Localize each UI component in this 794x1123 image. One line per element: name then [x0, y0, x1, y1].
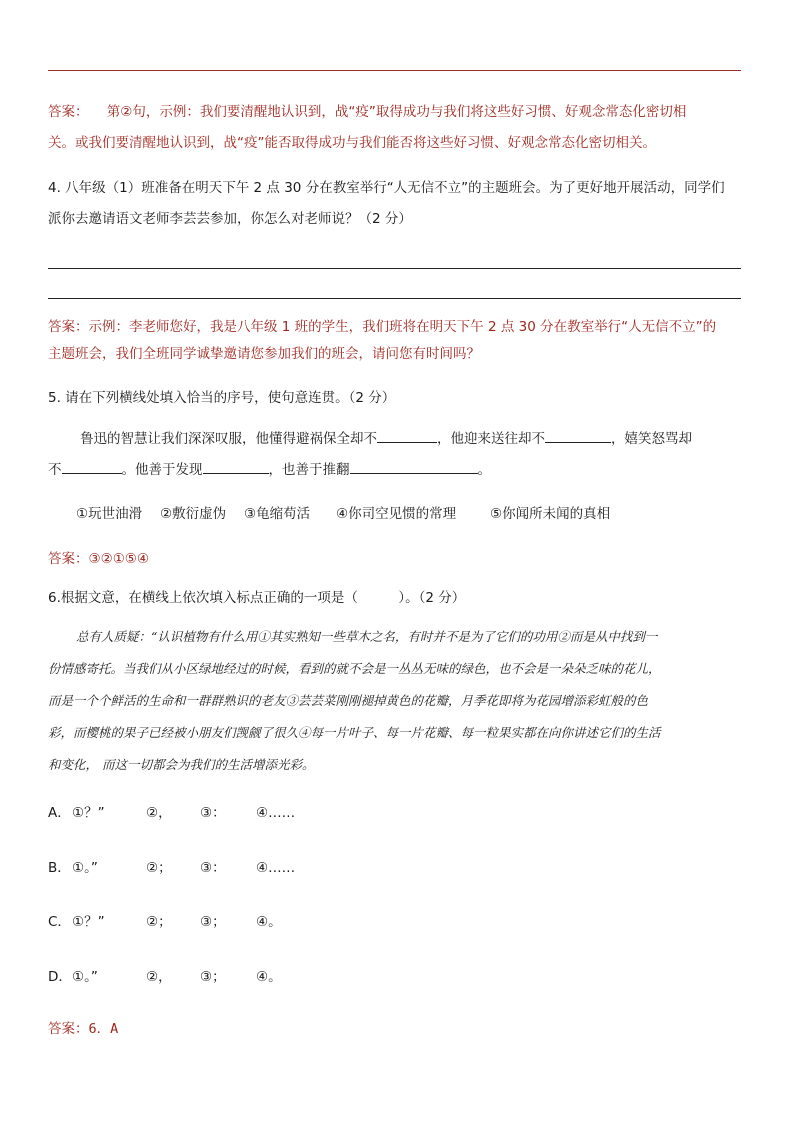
- option-a[interactable]: [48, 801, 295, 821]
- answer-3-line-1: [48, 100, 686, 120]
- sentence-text: 。他善于发现: [121, 462, 203, 478]
- option-choice: ①。”: [72, 969, 98, 985]
- option-choice: ②，: [146, 805, 172, 821]
- option-choice: ①。”: [72, 860, 98, 876]
- option-choice: ③：: [200, 805, 226, 821]
- passage-line-3: 而是一个个鲜活的生命和一群群熟识的老友③芸芸菜刚刚褪掉黄色的花瓣，月季花即将为花园增添彩虹般的色: [48, 693, 649, 708]
- fill-blank-1[interactable]: [377, 428, 437, 443]
- option-letter: B．: [48, 860, 71, 876]
- question-5-option-4: ④你司空见惯的常理: [336, 506, 457, 522]
- answer-label: 答案：: [48, 319, 89, 335]
- question-5-option-1: ①玩世油滑: [76, 506, 143, 522]
- top-divider: [48, 70, 741, 71]
- answer-4-line-2: 主题班会，我们全班同学诚挚邀请您参加我们的班会，请问您有时间吗？: [48, 346, 480, 362]
- option-b[interactable]: [48, 856, 295, 876]
- question-5-option-2: ②敷衍虚伪: [160, 506, 227, 522]
- option-choice: ①？”: [72, 914, 105, 930]
- sentence-text: ，嬉笑怒骂却: [611, 431, 692, 447]
- option-c[interactable]: [48, 910, 282, 930]
- sentence-text: 不: [48, 462, 62, 478]
- fill-blank-4[interactable]: [203, 459, 269, 474]
- question-5-option-3: ③龟缩苟活: [244, 506, 311, 522]
- option-letter: A．: [48, 805, 71, 821]
- answer-line-1: [48, 268, 741, 269]
- option-choice: ①？”: [72, 805, 105, 821]
- option-choice: ④……: [256, 805, 296, 821]
- option-choice: ②，: [146, 969, 172, 985]
- option-choice: ②；: [146, 914, 172, 930]
- passage-line-4: 彩，而樱桃的果子已经被小朋友们觊觎了很久④每一片叶子、每一片花瓣、每一粒果实都在向你讲述它们的生活: [48, 725, 661, 740]
- option-choice: ②；: [146, 860, 172, 876]
- fill-blank-5[interactable]: [350, 459, 478, 474]
- option-choice: ③：: [200, 860, 226, 876]
- answer-label: 答案：: [48, 1021, 89, 1037]
- answer-5: [48, 547, 149, 567]
- passage-line-5: 和变化， 而这一切都会为我们的生活增添光彩。: [48, 757, 315, 772]
- answer-4-line-1: [48, 315, 716, 335]
- sentence-text: 。: [477, 462, 491, 478]
- option-choice: ④……: [256, 860, 296, 876]
- question-5-sentence-2: [48, 458, 491, 478]
- option-choice: ③；: [200, 914, 226, 930]
- answer-3-text-1: 第②句，示例：我们要清醒地认识到，战“疫”取得成功与我们将这些好习惯、好观念常态化密切相: [106, 104, 687, 120]
- answer-6: [48, 1017, 118, 1037]
- option-choice: ④。: [256, 969, 282, 985]
- question-4-line-2: 派你去邀请语文老师李芸芸参加，你怎么对老师说？（2 分）: [48, 211, 412, 227]
- answer-5-text: ③②①⑤④: [88, 551, 150, 567]
- sentence-text: 鲁迅的智慧让我们深深叹服，他懂得避祸保全却不: [80, 431, 377, 447]
- option-letter: C．: [48, 914, 71, 930]
- fill-blank-3[interactable]: [62, 459, 122, 474]
- option-choice: ④。: [256, 914, 282, 930]
- answer-line-2: [48, 298, 741, 299]
- passage-line-2: 份情感寄托。当我们从小区绿地经过的时候，看到的就不会是一丛丛无味的绿色，也不会是一朵朵乏味的花儿，: [48, 661, 661, 676]
- answer-label: 答案：: [48, 551, 89, 567]
- sentence-text: ，他迎来送往却不: [437, 431, 545, 447]
- question-4-line-1: 4. 八年级（1）班准备在明天下午 2 点 30 分在教室举行“人无信不立”的主题班会。为了更好地开展活动，同学们: [48, 180, 725, 196]
- question-5-sentence-1: [80, 427, 692, 447]
- fill-blank-2[interactable]: [545, 428, 611, 443]
- question-6-title: 6.根据文意，在横线上依次填入标点正确的一项是（ ）。（2 分）: [48, 590, 466, 606]
- answer-6-text: 6．A: [88, 1021, 119, 1037]
- option-choice: ③；: [200, 969, 226, 985]
- question-5-option-5: ⑤你闻所未闻的真相: [490, 506, 611, 522]
- option-d[interactable]: [48, 965, 282, 985]
- option-letter: D．: [48, 969, 72, 985]
- question-5-title: 5. 请在下列横线处填入恰当的序号，使句意连贯。（2 分）: [48, 390, 396, 406]
- answer-3-line-2: 关。或我们要清醒地认识到，战“疫”能否取得成功与我们能否将这些好习惯、好观念常态化密切相关。: [48, 135, 656, 151]
- answer-label: 答案：: [48, 104, 89, 120]
- sentence-text: ，也善于推翻: [268, 462, 350, 478]
- answer-4-text-1: 示例：李老师您好，我是八年级 1 班的学生，我们班将在明天下午 2 点 30 分在教室举行“人无信不立”的: [88, 319, 717, 335]
- passage-line-1: 总有人质疑：“认识植物有什么用①其实熟知一些草木之名，有时并不是为了它们的功用②而是从中找到一: [76, 629, 658, 644]
